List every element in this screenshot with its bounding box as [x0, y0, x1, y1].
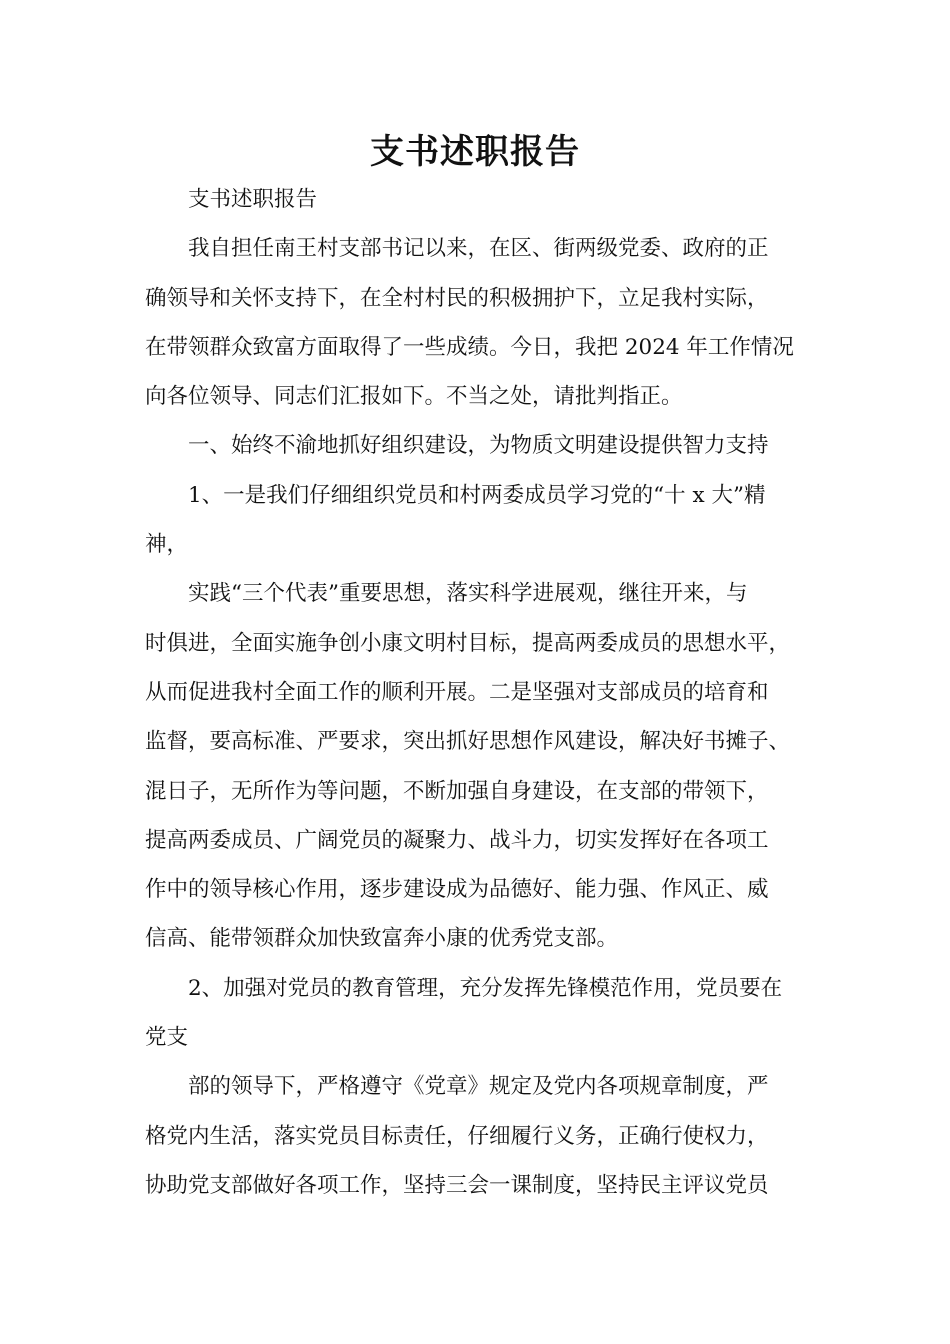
text-line: 混日子，无所作为等问题，不断加强自身建设，在支部的带领下，: [145, 778, 769, 804]
text-line: 部的领导下，严格遵守《党章》规定及党内各项规章制度，严: [188, 1074, 769, 1100]
text-line: 2、加强对党员的教育管理，充分发挥先锋模范作用，党员要在: [188, 975, 783, 1001]
text-line: 确领导和关怀支持下，在全村村民的积极拥护下，立足我村实际，: [145, 285, 769, 311]
text-line: 支书述职报告: [188, 187, 318, 212]
text-line: 监督，要高标准、严要求，突出抓好思想作风建设，解决好书摊子、: [145, 729, 791, 755]
text-line: 一、始终不渝地抓好组织建设，为物质文明建设提供智力支持: [188, 433, 769, 459]
text-line: 实践“三个代表”重要思想，落实科学进展观，继往开来，与: [188, 581, 748, 607]
document-body: [145, 175, 825, 1210]
text-line: 向各位领导、同志们汇报如下。不当之处，请批判指正。: [145, 384, 683, 410]
text-line: 时俱进，全面实施争创小康文明村目标，提高两委成员的思想水平，: [145, 630, 791, 656]
text-line: 作中的领导核心作用，逐步建设成为品德好、能力强、作风正、威: [145, 877, 769, 903]
text-line: 在带领群众致富方面取得了一些成绩。今日，我把 2024 年工作情况: [145, 334, 794, 360]
paragraph: [145, 421, 825, 470]
paragraph: [145, 175, 825, 224]
text-line: 协助党支部做好各项工作，坚持三会一课制度，坚持民主评议党员: [145, 1172, 769, 1198]
text-line: 神，: [145, 532, 189, 558]
paragraph: [145, 471, 825, 570]
paragraph: [145, 964, 825, 1063]
text-line: 提高两委成员、广阔党员的凝聚力、战斗力，切实发挥好在各项工: [145, 827, 769, 853]
text-line: 党支: [145, 1025, 189, 1051]
text-line: 1、一是我们仔细组织党员和村两委成员学习党的“十 x 大”精: [188, 482, 766, 508]
text-line: 从而促进我村全面工作的顺利开展。二是坚强对支部成员的培育和: [145, 679, 769, 705]
document-title: 支书述职报告: [370, 132, 580, 172]
paragraph: [145, 569, 825, 963]
text-line: 信高、能带领群众加快致富奔小康的优秀党支部。: [145, 926, 619, 952]
text-line: 我自担任南王村支部书记以来，在区、街两级党委、政府的正: [188, 236, 769, 262]
paragraph: [145, 224, 825, 421]
text-line: 格党内生活，落实党员目标责任，仔细履行义务，正确行使权力，: [145, 1123, 769, 1149]
paragraph: [145, 1062, 825, 1210]
